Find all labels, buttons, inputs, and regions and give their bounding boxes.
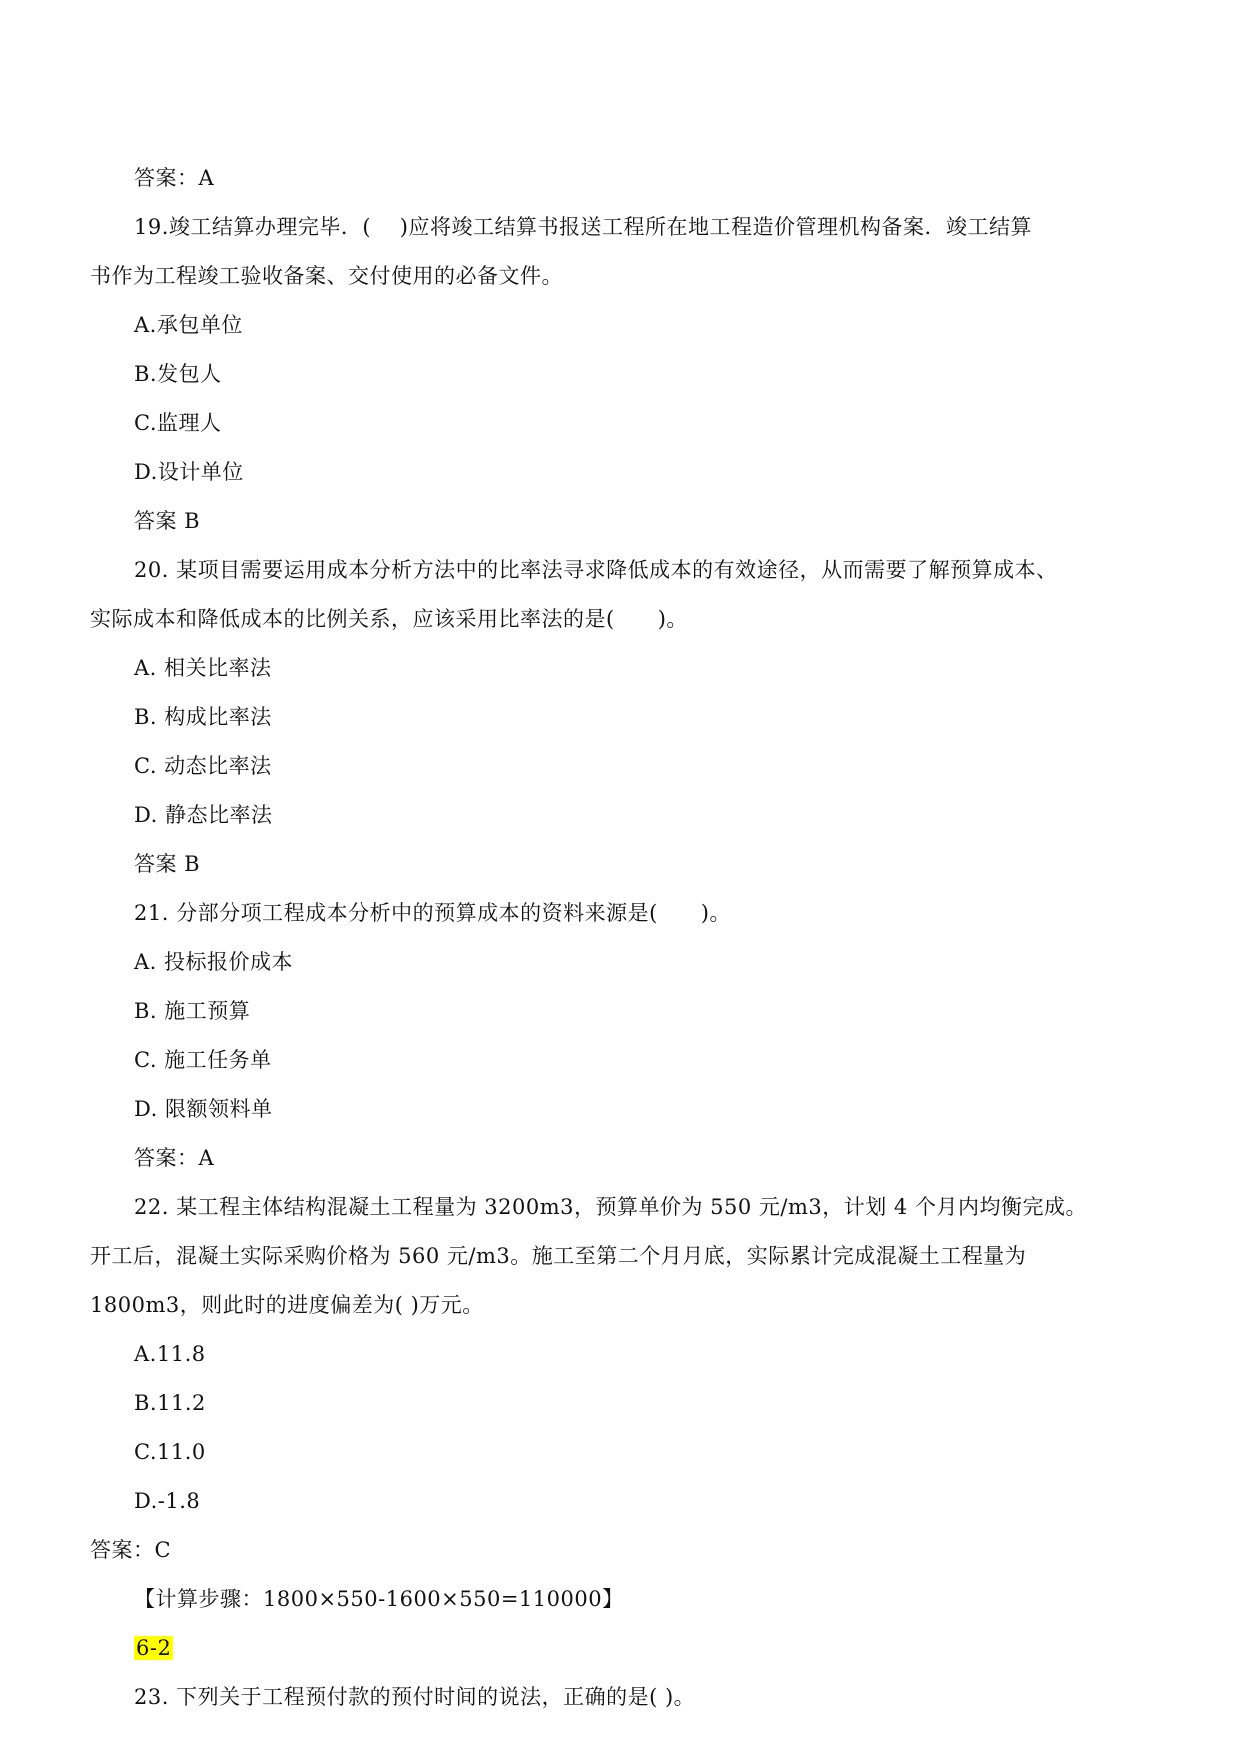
question-22-line-3: 1800m3，则此时的进度偏差为( )万元。 [90, 1293, 484, 1317]
option-21-a: A. 投标报价成本 [134, 950, 294, 974]
option-20-d: D. 静态比率法 [134, 803, 273, 827]
option-20-c: C. 动态比率法 [134, 754, 272, 778]
question-19-line-2: 书作为工程竣工验收备案、交付使用的必备文件。 [90, 264, 563, 288]
option-21-c: C. 施工任务单 [134, 1048, 272, 1072]
option-22-b: B.11.2 [134, 1391, 206, 1415]
question-22-line-2: 开工后，混凝土实际采购价格为 560 元/m3。施工至第二个月月底，实际累计完成混凝土工程量为 [90, 1244, 1027, 1268]
option-22-a: A.11.8 [134, 1342, 206, 1366]
option-20-a: A. 相关比率法 [134, 656, 272, 680]
calculation-steps: 【计算步骤：1800×550-1600×550=110000】 [134, 1587, 624, 1611]
question-20-line-2: 实际成本和降低成本的比例关系，应该采用比率法的是( )。 [90, 607, 688, 631]
option-22-c: C.11.0 [134, 1440, 206, 1464]
answer-20: 答案 B [134, 852, 201, 876]
question-22-line-1: 22. 某工程主体结构混凝土工程量为 3200m3，预算单价为 550 元/m3，计划 4 个月内均衡完成。 [134, 1195, 1087, 1219]
answer-21: 答案：A [134, 1146, 215, 1170]
question-20-line-1: 20. 某项目需要运用成本分析方法中的比率法寻求降低成本的有效途径，从而需要了解预算成本、 [134, 558, 1058, 582]
answer-18: 答案：A [134, 166, 215, 190]
section-label-highlight: 6-2 [136, 1636, 172, 1660]
answer-22: 答案：C [90, 1538, 172, 1562]
option-21-d: D. 限额领料单 [134, 1097, 273, 1121]
section-label [134, 1633, 173, 1663]
question-21: 21. 分部分项工程成本分析中的预算成本的资料来源是( )。 [134, 901, 731, 925]
option-19-b: B.发包人 [134, 362, 222, 386]
option-21-b: B. 施工预算 [134, 999, 251, 1023]
answer-19: 答案 B [134, 509, 201, 533]
question-23: 23. 下列关于工程预付款的预付时间的说法，正确的是( )。 [134, 1685, 696, 1709]
option-19-d: D.设计单位 [134, 460, 244, 484]
option-22-d: D.-1.8 [134, 1489, 201, 1513]
option-20-b: B. 构成比率法 [134, 705, 272, 729]
option-19-a: A.承包单位 [134, 313, 243, 337]
question-19-line-1: 19.竣工结算办理完毕．( )应将竣工结算书报送工程所在地工程造价管理机构备案．竣工结算 [134, 215, 1032, 239]
option-19-c: C.监理人 [134, 411, 222, 435]
